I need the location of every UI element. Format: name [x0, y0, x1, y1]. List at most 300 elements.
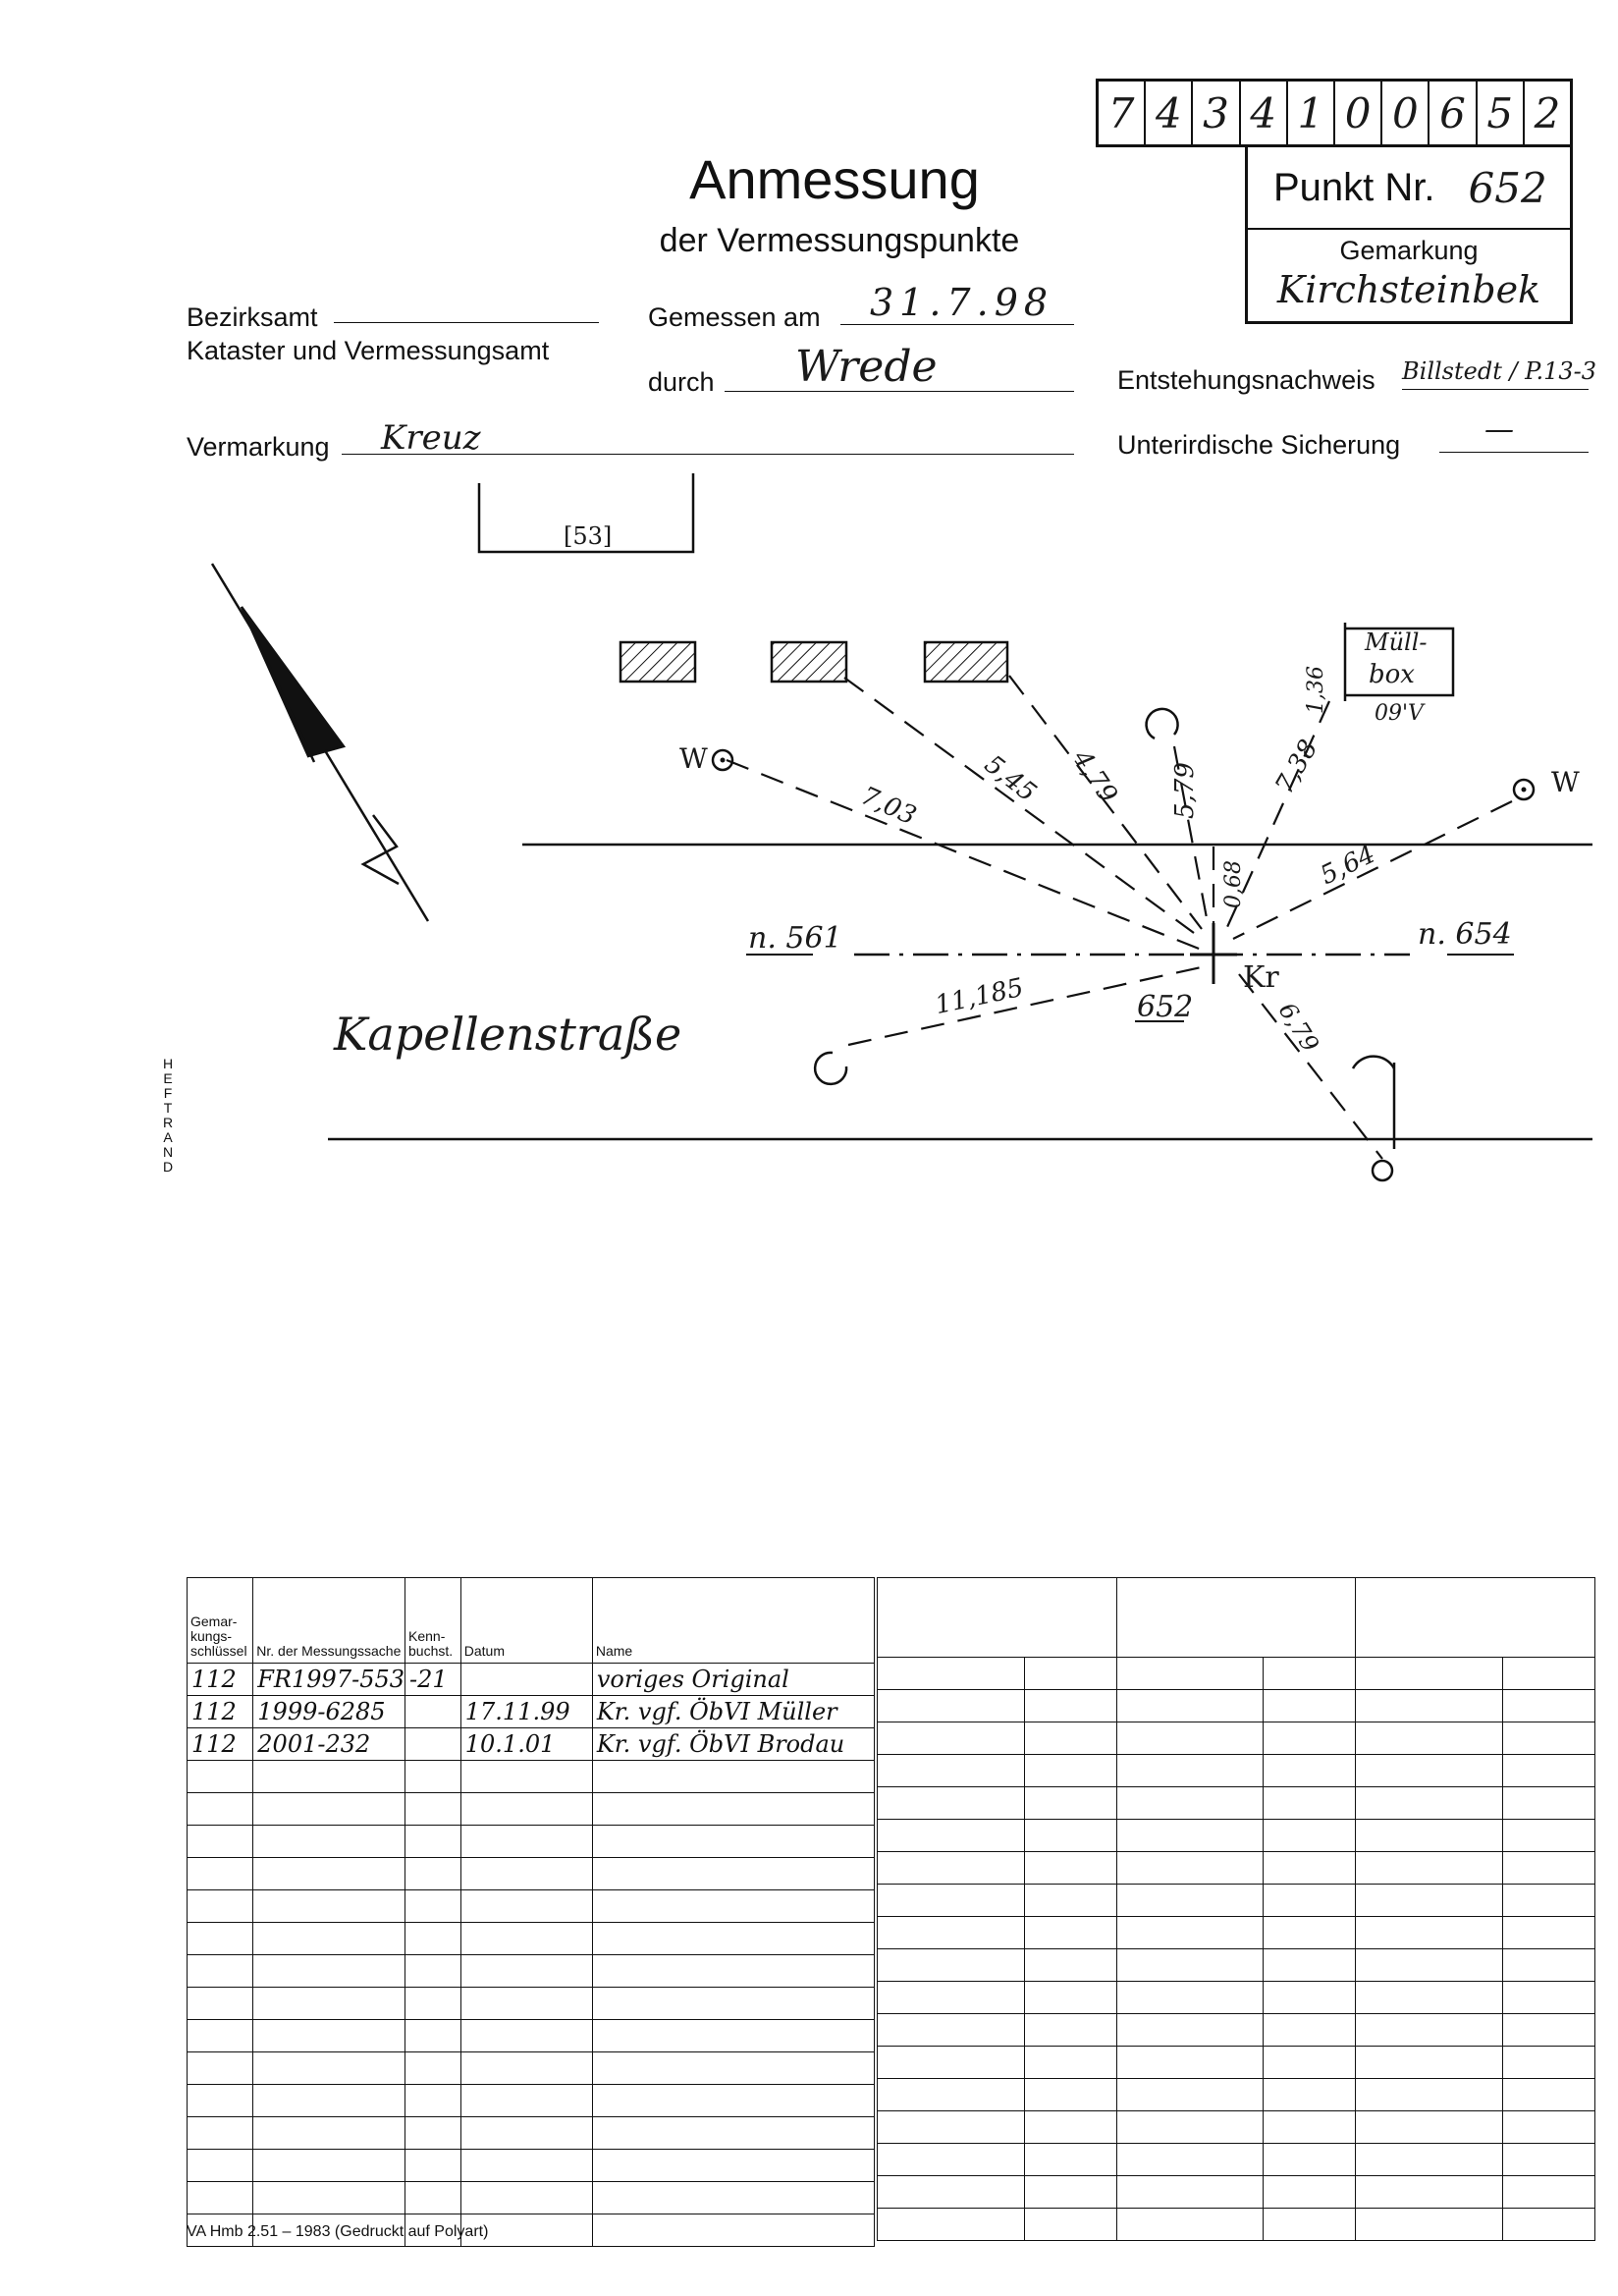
table-header-cell: Name	[592, 1578, 874, 1664]
punkt-label: Punkt Nr.	[1273, 165, 1435, 209]
hatched-structure	[620, 642, 695, 682]
dist-3: 5,79	[1169, 762, 1200, 819]
grid-cell	[878, 2144, 1025, 2176]
grid-cell	[1356, 1917, 1503, 1949]
grid-cell	[878, 1885, 1025, 1917]
measurement-log-table	[187, 1577, 875, 2247]
id-digit: 4	[1241, 82, 1288, 144]
table-row	[188, 1793, 875, 1826]
grid-row	[878, 2176, 1595, 2209]
table-header-cell: Gemar-kungs-schlüssel	[188, 1578, 253, 1664]
grid-cell	[1503, 1658, 1595, 1690]
grid-cell	[1024, 1755, 1116, 1787]
grid-row	[878, 1755, 1595, 1787]
grid-cell	[1116, 2144, 1264, 2176]
grid-cell	[878, 1852, 1025, 1885]
grid-cell	[1264, 2144, 1356, 2176]
grid-row	[878, 2111, 1595, 2144]
dist-5: 5,64	[1316, 839, 1380, 892]
table-cell	[253, 2052, 405, 2085]
table-row	[188, 2150, 875, 2182]
table-header-cell: Datum	[460, 1578, 592, 1664]
grid-cell	[1024, 1820, 1116, 1852]
table-row	[188, 2020, 875, 2052]
table-cell	[460, 1793, 592, 1826]
n561-label: n. 561	[748, 921, 842, 956]
grid-cell	[1264, 1917, 1356, 1949]
grid-cell	[1116, 2209, 1264, 2241]
grid-cell	[1116, 1982, 1264, 2014]
grid-row	[878, 1982, 1595, 2014]
table-cell	[592, 1890, 874, 1923]
table-row	[188, 2052, 875, 2085]
table-cell	[592, 2052, 874, 2085]
table-cell: 2001-232	[253, 1728, 405, 1761]
table-row	[188, 1826, 875, 1858]
entstehung-value: Billstedt / P.13-3	[1402, 357, 1597, 385]
grid-cell	[1356, 2209, 1503, 2241]
margin-char: D	[162, 1159, 174, 1175]
entstehung-label: Entstehungsnachweis	[1117, 365, 1375, 395]
table-cell	[253, 1923, 405, 1955]
table-cell	[460, 1955, 592, 1988]
table-cell	[592, 1923, 874, 1955]
table-cell: voriges Original	[592, 1664, 874, 1696]
grid-cell	[878, 1690, 1025, 1722]
grid-cell	[1356, 1820, 1503, 1852]
margin-char: T	[163, 1100, 173, 1116]
table-cell	[188, 2182, 253, 2214]
grid-cell	[1024, 2209, 1116, 2241]
table-cell	[460, 2085, 592, 2117]
grid-cell	[1116, 1690, 1264, 1722]
grid-cell	[1356, 2111, 1503, 2144]
page-subtitle: der Vermessungspunkte	[659, 222, 1020, 259]
grid-cell	[1503, 2014, 1595, 2047]
table-cell	[405, 1793, 461, 1826]
grid-header-row	[878, 1578, 1595, 1658]
gemessen-value: 31.7.98	[870, 281, 1054, 324]
table-cell	[592, 1988, 874, 2020]
n654-label: n. 654	[1418, 917, 1512, 952]
grid-cell	[878, 1820, 1025, 1852]
table-cell: 10.1.01	[460, 1728, 592, 1761]
table-cell	[405, 1858, 461, 1890]
grid-cell	[1503, 2209, 1595, 2241]
grid-row	[878, 1917, 1595, 1949]
table-cell	[460, 2020, 592, 2052]
hydrant-icon	[815, 1053, 846, 1084]
table-cell	[460, 1664, 592, 1696]
grid-cell	[878, 2014, 1025, 2047]
table-cell	[188, 1858, 253, 1890]
margin-char: H	[162, 1056, 174, 1071]
id-digit: 4	[1146, 82, 1193, 144]
id-digit: 0	[1382, 82, 1429, 144]
table-header-cell: Nr. der Messungssache	[253, 1578, 405, 1664]
muell-label-1: Müll-	[1365, 629, 1428, 656]
table-cell	[253, 1890, 405, 1923]
grid-cell	[1356, 2079, 1503, 2111]
unterirdisch-value: —	[1484, 412, 1514, 447]
grid-cell	[1116, 1755, 1264, 1787]
unterirdisch-label: Unterirdische Sicherung	[1117, 430, 1401, 460]
table-cell	[592, 2020, 874, 2052]
building-label: [53]	[564, 522, 613, 550]
table-row	[188, 1858, 875, 1890]
table-cell	[253, 1793, 405, 1826]
grid-cell	[1503, 1949, 1595, 1982]
table-cell	[592, 1793, 874, 1826]
table-row	[188, 2085, 875, 2117]
grid-cell	[1024, 2144, 1116, 2176]
punkt-value: 652	[1468, 163, 1547, 212]
grid-cell	[1356, 1722, 1503, 1755]
page-title: Anmessung	[689, 148, 980, 210]
grid-cell	[1503, 2111, 1595, 2144]
grid-row	[878, 1690, 1595, 1722]
grid-cell	[1356, 2047, 1503, 2079]
grid-cell	[1503, 1787, 1595, 1820]
w-left-label: W	[679, 742, 708, 775]
table-cell: 112	[188, 1696, 253, 1728]
hatched-structure	[772, 642, 846, 682]
grid-cell	[1264, 1658, 1356, 1690]
grid-cell	[1024, 2079, 1116, 2111]
grid-header-cell	[1356, 1578, 1595, 1658]
grid-cell	[1024, 2176, 1116, 2209]
table-cell	[253, 2020, 405, 2052]
table-cell	[405, 2020, 461, 2052]
grid-cell	[878, 1658, 1025, 1690]
grid-cell	[1024, 1658, 1116, 1690]
table-cell	[405, 2182, 461, 2214]
grid-cell	[1116, 1917, 1264, 1949]
grid-cell	[1503, 2144, 1595, 2176]
table-cell: Kr. vgf. ÖbVI Brodau	[592, 1728, 874, 1761]
table-cell	[188, 2052, 253, 2085]
grid-cell	[1503, 1917, 1595, 1949]
grid-cell	[1356, 1982, 1503, 2014]
table-row	[188, 1890, 875, 1923]
grid-cell	[1264, 1820, 1356, 1852]
grid-cell	[878, 2209, 1025, 2241]
grid-cell	[1264, 2176, 1356, 2209]
table-cell	[592, 2182, 874, 2214]
grid-cell	[1264, 1949, 1356, 1982]
muell-note: 09'V	[1375, 701, 1424, 726]
margin-char: R	[162, 1115, 174, 1130]
grid-cell	[1264, 1787, 1356, 1820]
table-cell	[253, 1826, 405, 1858]
grid-cell	[1264, 2047, 1356, 2079]
grid-cell	[1356, 1658, 1503, 1690]
grid-cell	[1356, 1690, 1503, 1722]
table-cell	[592, 2085, 874, 2117]
grid-cell	[878, 2047, 1025, 2079]
grid-cell	[1264, 1885, 1356, 1917]
blank-grid-table	[877, 1577, 1595, 2241]
table-cell	[405, 1826, 461, 1858]
grid-cell	[1503, 2079, 1595, 2111]
water-valve-dot	[1522, 788, 1527, 793]
table-cell	[405, 2085, 461, 2117]
table-cell	[592, 1955, 874, 1988]
grid-cell	[1264, 2209, 1356, 2241]
table-cell: 112	[188, 1728, 253, 1761]
grid-row	[878, 1722, 1595, 1755]
w-right-label: W	[1551, 766, 1580, 798]
table-cell	[188, 1826, 253, 1858]
table-cell	[592, 2214, 874, 2247]
table-cell	[188, 2020, 253, 2052]
form-footer: VA Hmb 2.51 – 1983 (Gedruckt auf Polyart)	[187, 2223, 489, 2240]
grid-cell	[1116, 2014, 1264, 2047]
grid-cell	[1116, 2079, 1264, 2111]
vermarkung-label: Vermarkung	[187, 432, 330, 462]
grid-cell	[1116, 1658, 1264, 1690]
grid-cell	[1024, 1885, 1116, 1917]
table-cell: 1999-6285	[253, 1696, 405, 1728]
table-cell: -21	[405, 1664, 461, 1696]
grid-cell	[1024, 2014, 1116, 2047]
gemessen-label: Gemessen am	[648, 302, 821, 332]
grid-cell	[1116, 1820, 1264, 1852]
point-652-label: 652	[1137, 990, 1194, 1024]
table-cell	[460, 1890, 592, 1923]
grid-cell	[1356, 2014, 1503, 2047]
grid-cell	[878, 1722, 1025, 1755]
grid-cell	[1024, 1852, 1116, 1885]
dist-8: 6,79	[1272, 997, 1324, 1058]
grid-cell	[1024, 1982, 1116, 2014]
table-cell	[405, 1761, 461, 1793]
table-row	[188, 1728, 875, 1761]
table-cell	[460, 1858, 592, 1890]
table-cell	[460, 2150, 592, 2182]
grid-cell	[878, 1949, 1025, 1982]
dist-w-left: 7,03	[856, 781, 921, 832]
dist-2: 4,79	[1066, 744, 1123, 809]
grid-cell	[1024, 1949, 1116, 1982]
empty-rows	[188, 1761, 875, 2247]
table-cell	[253, 2085, 405, 2117]
grid-cell	[878, 1755, 1025, 1787]
table-cell	[460, 1923, 592, 1955]
dist-6: 0,68	[1220, 860, 1246, 908]
grid-cell	[1503, 1852, 1595, 1885]
table-cell	[253, 2117, 405, 2150]
table-cell	[405, 1728, 461, 1761]
table-cell	[188, 1793, 253, 1826]
gemarkung-value: Kirchsteinbek	[1276, 268, 1541, 311]
grid-cell	[1503, 1690, 1595, 1722]
grid-row	[878, 1885, 1595, 1917]
vermarkung-value: Kreuz	[381, 418, 481, 458]
table-row	[188, 1664, 875, 1696]
dist-muell: 1,36	[1303, 666, 1328, 714]
id-digit: 2	[1534, 88, 1561, 137]
grid-cell	[878, 2176, 1025, 2209]
grid-cell	[1116, 2047, 1264, 2079]
authority-line-2: Kataster und Vermessungsamt	[187, 336, 550, 365]
margin-char: A	[163, 1129, 173, 1145]
table-cell	[460, 1761, 592, 1793]
grid-cell	[1024, 1917, 1116, 1949]
id-digit: 3	[1193, 82, 1240, 144]
table-row	[188, 2182, 875, 2214]
grid-cell	[1116, 1787, 1264, 1820]
table-cell	[405, 1923, 461, 1955]
grid-cell	[1356, 2176, 1503, 2209]
id-digit: 0	[1335, 82, 1382, 144]
table-row	[188, 1988, 875, 2020]
grid-row	[878, 2144, 1595, 2176]
table-cell	[405, 1955, 461, 1988]
table-cell	[188, 2117, 253, 2150]
table-cell	[405, 1890, 461, 1923]
grid-row	[878, 1852, 1595, 1885]
durch-value: Wrede	[795, 342, 938, 392]
table-header-row	[188, 1578, 875, 1664]
grid-cell	[1116, 1722, 1264, 1755]
grid-row	[878, 2014, 1595, 2047]
table-cell	[405, 2052, 461, 2085]
grid-cell	[1356, 2144, 1503, 2176]
street-name: Kapellenstraße	[334, 1008, 682, 1061]
muell-label-2: box	[1369, 660, 1415, 689]
table-cell	[592, 1761, 874, 1793]
table-cell	[405, 1696, 461, 1728]
grid-cell	[1356, 1852, 1503, 1885]
table-cell	[460, 2052, 592, 2085]
grid-cell	[1264, 2014, 1356, 2047]
id-digit: 6	[1429, 82, 1477, 144]
grid-cell	[1264, 1852, 1356, 1885]
grid-cell	[1356, 1949, 1503, 1982]
margin-char: N	[162, 1144, 174, 1160]
point-652-cross	[1190, 923, 1237, 984]
grid-cell	[1264, 2111, 1356, 2144]
table-cell	[460, 1826, 592, 1858]
table-cell	[253, 1988, 405, 2020]
table-cell	[460, 2117, 592, 2150]
table-header-cell: Kenn-buchst.	[405, 1578, 461, 1664]
table-cell	[592, 2117, 874, 2150]
table-cell	[188, 1955, 253, 1988]
grid-cell	[1116, 1852, 1264, 1885]
table-cell: Kr. vgf. ÖbVI Müller	[592, 1696, 874, 1728]
grid-cell	[1356, 1755, 1503, 1787]
table-cell	[592, 1858, 874, 1890]
north-arrow-icon	[212, 564, 428, 921]
dist-7: 11,185	[932, 972, 1027, 1021]
table-cell: FR1997-553	[253, 1664, 405, 1696]
table-row	[188, 1923, 875, 1955]
table-cell	[253, 2150, 405, 2182]
table-cell	[592, 2150, 874, 2182]
table-cell	[460, 1988, 592, 2020]
grid-row	[878, 1787, 1595, 1820]
gemarkung-label: Gemarkung	[1339, 236, 1479, 265]
grid-cell	[1503, 1982, 1595, 2014]
grid-cell	[1024, 1722, 1116, 1755]
table-cell	[188, 1761, 253, 1793]
grid-header-cell	[878, 1578, 1117, 1658]
table-cell	[253, 2182, 405, 2214]
table-cell	[405, 1988, 461, 2020]
id-digit: 7	[1099, 82, 1146, 144]
kr-label: Kr	[1243, 960, 1279, 995]
table-cell	[405, 2150, 461, 2182]
grid-cell	[1264, 2079, 1356, 2111]
durch-label: durch	[648, 367, 715, 397]
authority-line-1: Bezirksamt	[187, 302, 318, 332]
table-row	[188, 1696, 875, 1728]
table-cell	[592, 1826, 874, 1858]
table-cell	[188, 1923, 253, 1955]
table-cell	[253, 1858, 405, 1890]
grid-cell	[1503, 1722, 1595, 1755]
grid-row	[878, 2209, 1595, 2241]
grid-cell	[1116, 2176, 1264, 2209]
grid-cell	[1356, 1885, 1503, 1917]
table-cell	[188, 1988, 253, 2020]
grid-cell	[1503, 1820, 1595, 1852]
grid-cell	[1264, 1982, 1356, 2014]
grid-cell	[1356, 1787, 1503, 1820]
grid-cell	[878, 1917, 1025, 1949]
grid-cell	[878, 2111, 1025, 2144]
grid-cell	[1116, 1949, 1264, 1982]
table-cell	[188, 2150, 253, 2182]
grid-cell	[1503, 1755, 1595, 1787]
id-digit: 5	[1478, 82, 1525, 144]
dist-1: 5,45	[978, 749, 1042, 808]
grid-row	[878, 2047, 1595, 2079]
street-lamp-icon	[1353, 1057, 1394, 1180]
grid-cell	[878, 2079, 1025, 2111]
grid-cell	[1116, 1885, 1264, 1917]
grid-cell	[878, 1982, 1025, 2014]
margin-char: F	[163, 1085, 173, 1101]
grid-cell	[1503, 2176, 1595, 2209]
table-row	[188, 1761, 875, 1793]
hatched-structure	[925, 642, 1007, 682]
grid-cell	[1024, 1787, 1116, 1820]
dist-4: 7,38	[1269, 735, 1324, 799]
grid-cell	[1264, 1722, 1356, 1755]
table-cell	[253, 1761, 405, 1793]
table-cell	[460, 2182, 592, 2214]
margin-char: E	[163, 1070, 173, 1086]
grid-cell	[1264, 1690, 1356, 1722]
grid-cell	[1503, 2047, 1595, 2079]
grid-cell	[1503, 1885, 1595, 1917]
grid-rows	[878, 1658, 1595, 2241]
table-row	[188, 1955, 875, 1988]
id-digit: 1	[1288, 82, 1335, 144]
grid-row	[878, 1949, 1595, 1982]
grid-cell	[1264, 1755, 1356, 1787]
grid-row	[878, 1820, 1595, 1852]
table-cell: 112	[188, 1664, 253, 1696]
grid-header-cell	[1116, 1578, 1356, 1658]
grid-cell	[1116, 2111, 1264, 2144]
grid-row	[878, 1658, 1595, 1690]
grid-cell	[1024, 2047, 1116, 2079]
hydrant-icon	[1147, 709, 1178, 738]
